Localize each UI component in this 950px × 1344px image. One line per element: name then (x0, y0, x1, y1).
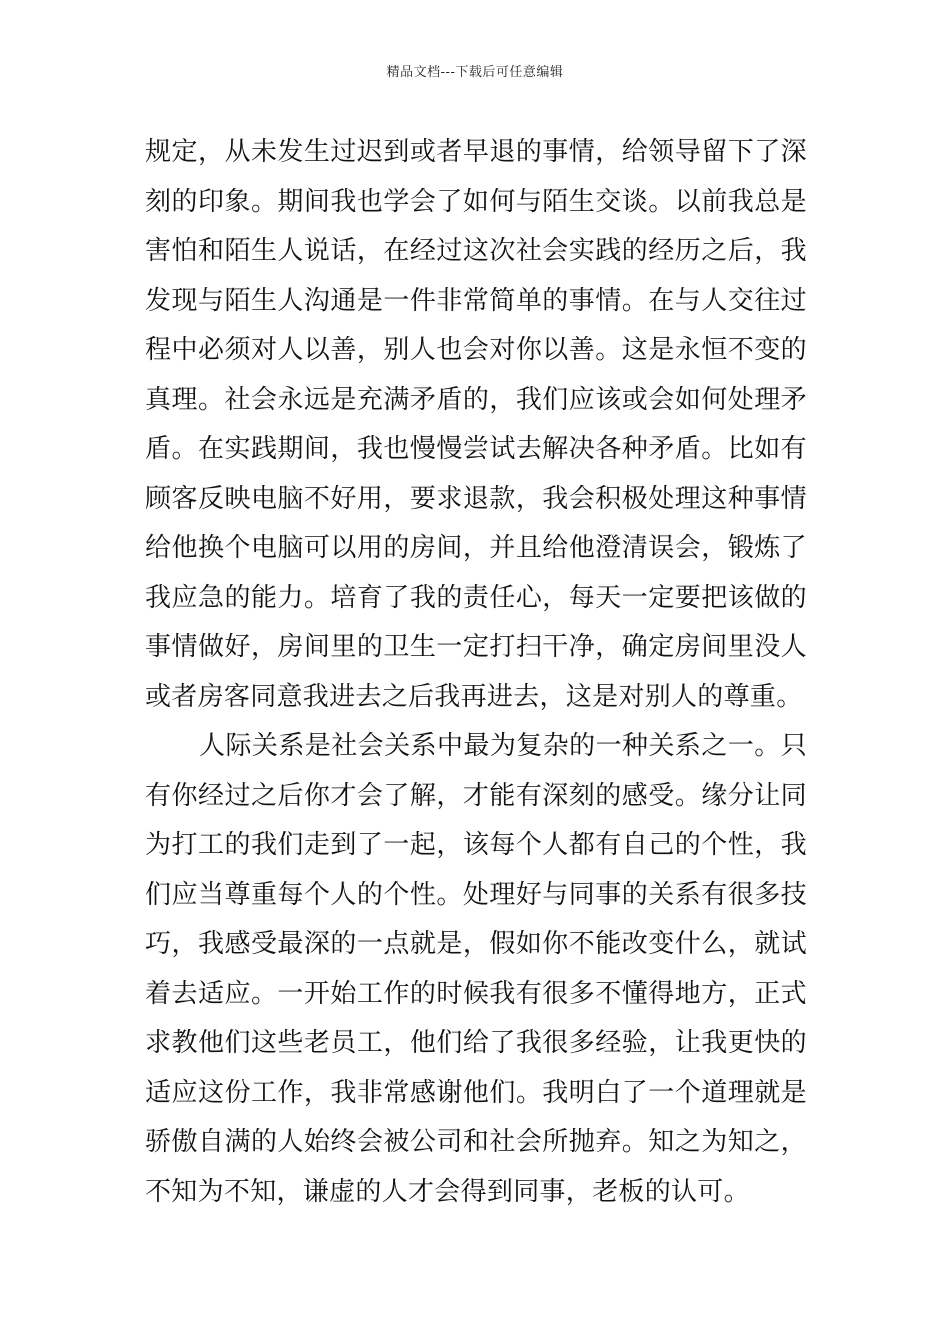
text-line: 给他换个电脑可以用的房间，并且给他澄清误会，锻炼了 (145, 533, 807, 563)
text-line: 为打工的我们走到了一起，该每个人都有自己的个性，我 (145, 830, 807, 860)
page-header: 精品文档---下载后可任意编辑 (386, 65, 564, 80)
text-line: 骄傲自满的人始终会被公司和社会所抛弃。知之为知之， (145, 1127, 807, 1157)
text-line: 刻的印象。期间我也学会了如何与陌生交谈。以前我总是 (145, 186, 807, 217)
paragraph-1 (145, 128, 807, 722)
document-body (145, 128, 807, 1217)
text-line: 规定，从未发生过迟到或者早退的事情，给领导留下了深 (145, 137, 807, 167)
text-line: 顾客反映电脑不好用，要求退款，我会积极处理这种事情 (145, 483, 807, 514)
text-line: 人际关系是社会关系中最为复杂的一种关系之一。只 (199, 731, 807, 761)
text-line: 不知为不知，谦虚的人才会得到同事，老板的认可。 (145, 1176, 750, 1207)
text-line: 们应当尊重每个人的个性。处理好与同事的关系有很多技 (145, 879, 807, 910)
text-line: 真理。社会永远是充满矛盾的，我们应该或会如何处理矛 (145, 384, 807, 415)
text-line: 程中必须对人以善，别人也会对你以善。这是永恒不变的 (145, 335, 807, 365)
text-line: 事情做好，房间里的卫生一定打扫干净，确定房间里没人 (145, 632, 807, 662)
text-line: 发现与陌生人沟通是一件非常简单的事情。在与人交往过 (145, 285, 807, 316)
text-line: 适应这份工作，我非常感谢他们。我明白了一个道理就是 (145, 1077, 807, 1108)
text-line: 我应急的能力。培育了我的责任心，每天一定要把该做的 (145, 582, 807, 613)
text-line: 着去适应。一开始工作的时候我有很多不懂得地方，正式 (145, 978, 807, 1009)
text-line: 巧，我感受最深的一点就是，假如你不能改变什么，就试 (145, 929, 807, 959)
text-line: 盾。在实践期间，我也慢慢尝试去解决各种矛盾。比如有 (145, 434, 807, 464)
paragraph-2 (145, 722, 807, 1217)
text-line: 求教他们这些老员工，他们给了我很多经验，让我更快的 (145, 1028, 807, 1058)
text-line: 有你经过之后你才会了解，才能有深刻的感受。缘分让同 (145, 780, 807, 811)
text-line: 害怕和陌生人说话，在经过这次社会实践的经历之后，我 (145, 236, 807, 266)
text-line: 或者房客同意我进去之后我再进去，这是对别人的尊重。 (145, 681, 803, 712)
